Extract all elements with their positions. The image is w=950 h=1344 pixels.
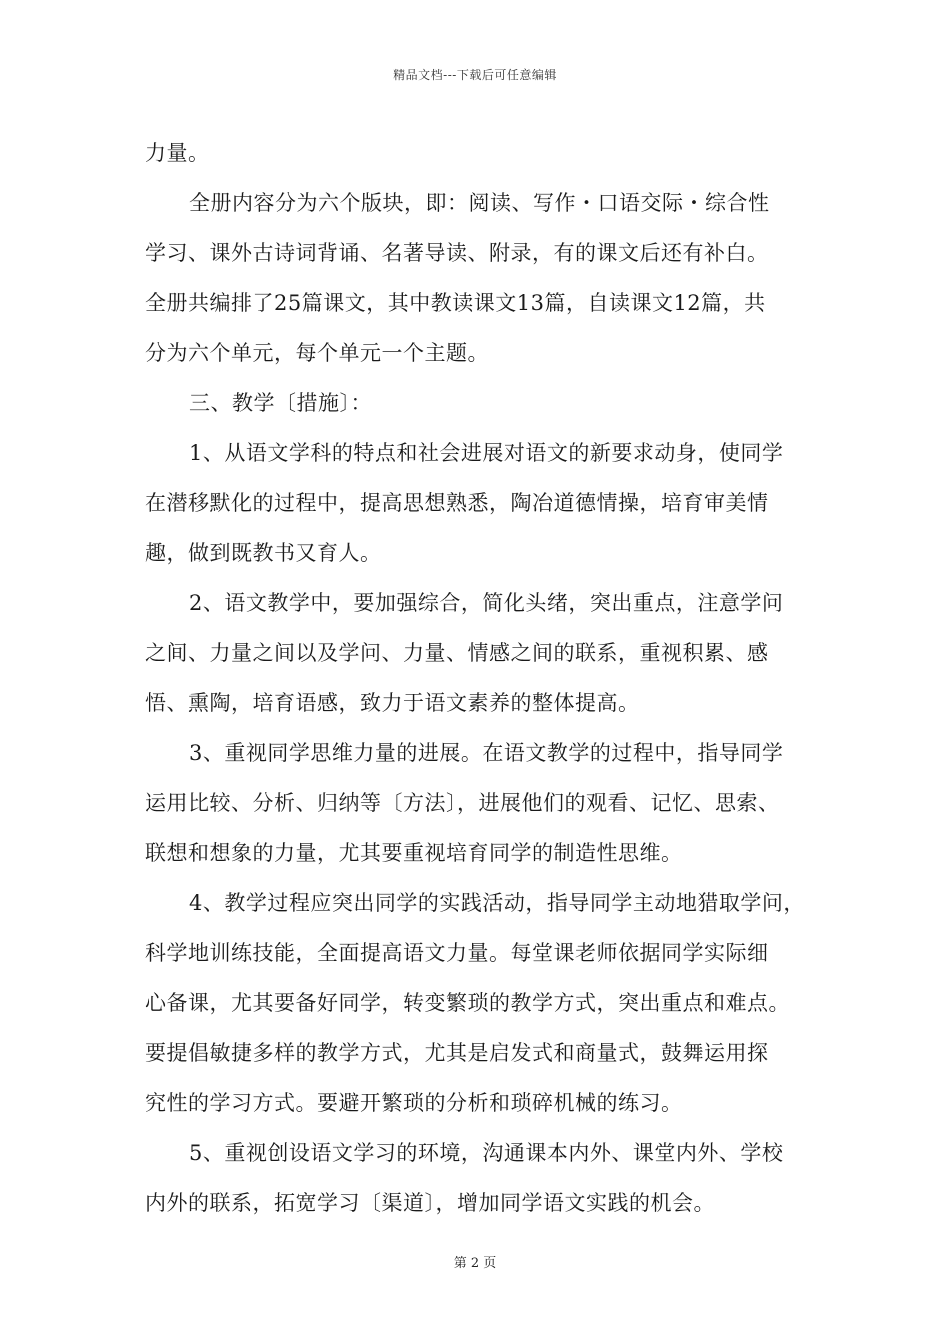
text-line: 运用比较、分析、归纳等〔方法〕，进展他们的观看、记忆、思索、 [145,791,780,815]
text-line: 分为六个单元，每个单元一个主题。 [145,341,489,365]
text-line: 科学地训练技能，全面提高语文力量。每堂课老师依据同学实际细 [145,941,769,965]
text-line: 全册内容分为六个版块，即：阅读、写作・口语交际・综合性 [189,191,770,215]
text-line: 心备课，尤其要备好同学，转变繁琐的教学方式，突出重点和难点。 [145,991,790,1015]
text-line: 1、从语文学科的特点和社会进展对语文的新要求动身，使同学 [189,441,784,465]
page-header: 精品文档---下载后可任意编辑 [393,68,557,82]
text-line: 之间、力量之间以及学问、力量、情感之间的联系，重视积累、感 [145,641,769,665]
text-line: 在潜移默化的过程中，提高思想熟悉，陶冶道德情操，培育审美情 [145,491,769,515]
text-line: 5、重视创设语文学习的环境，沟通课本内外、课堂内外、学校 [189,1141,784,1165]
text-line: 全册共编排了25篇课文，其中教读课文13篇，自读课文12篇，共 [145,291,766,315]
text-line: 内外的联系，拓宽学习〔渠道〕，增加同学语文实践的机会。 [145,1191,715,1215]
document-body [145,128,809,1228]
text-line: 究性的学习方式。要避开繁琐的分析和琐碎机械的练习。 [145,1091,683,1115]
text-line: 要提倡敏捷多样的教学方式，尤其是启发式和商量式，鼓舞运用探 [145,1041,769,1065]
text-line: 联想和想象的力量，尤其要重视培育同学的制造性思维。 [145,841,683,865]
text-line: 力量。 [145,141,210,165]
text-line: 学习、课外古诗词背诵、名著导读、附录，有的课文后还有补白。 [145,241,769,265]
text-line: 三、教学〔措施〕： [189,391,372,415]
text-line: 2、语文教学中，要加强综合，简化头绪，突出重点，注意学问 [189,591,784,615]
text-line: 趣，做到既教书又育人。 [145,541,382,565]
page-number: 第 2 页 [453,1256,497,1271]
text-line: 4、教学过程应突出同学的实践活动，指导同学主动地猎取学问， [189,891,805,915]
text-line: 3、重视同学思维力量的进展。在语文教学的过程中，指导同学 [189,741,784,765]
text-line: 悟、熏陶，培育语感，致力于语文素养的整体提高。 [145,691,640,715]
